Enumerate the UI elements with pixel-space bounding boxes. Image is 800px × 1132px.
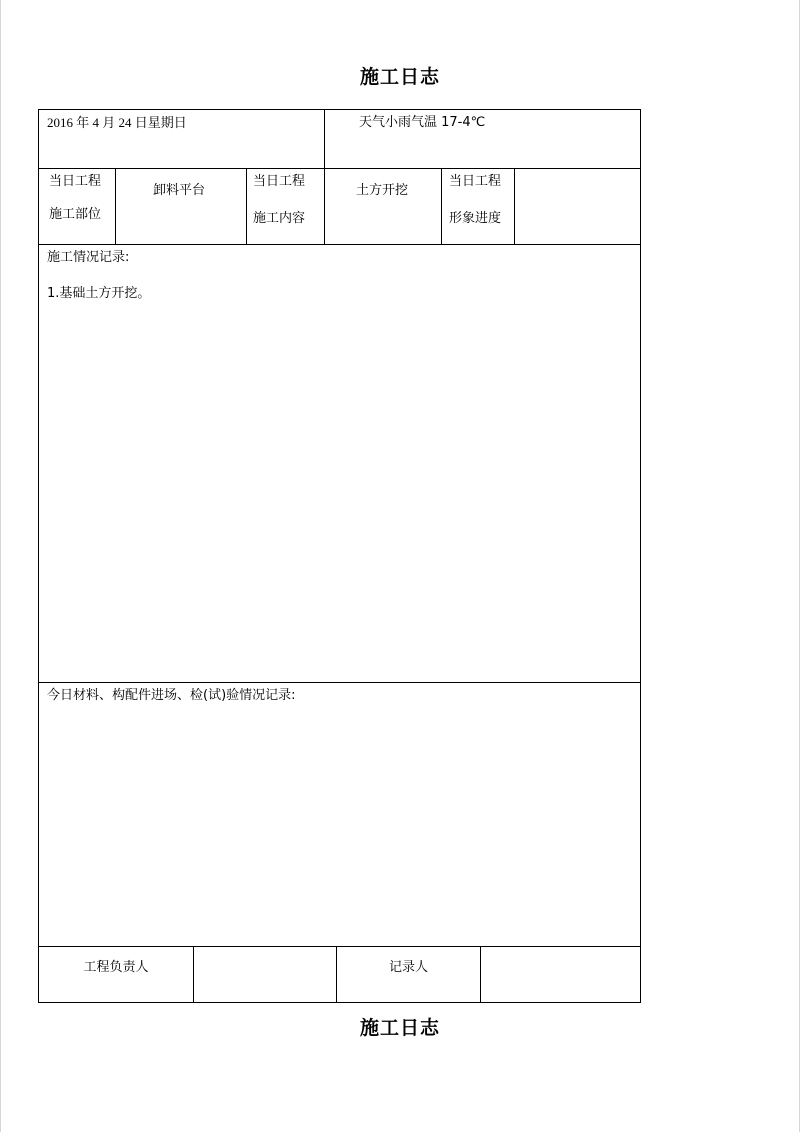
construction-record-item: 1.基础土方开挖。 <box>47 286 151 301</box>
recorder-value-cell <box>480 946 641 1003</box>
date-cell <box>38 109 325 169</box>
location-label-line1: 当日工程 <box>49 174 102 189</box>
recorder-label-cell <box>336 946 481 1003</box>
responsible-value-cell <box>193 946 337 1003</box>
content-label-line2: 施工内容 <box>253 211 306 226</box>
content-label-line1: 当日工程 <box>253 174 306 189</box>
location-label-cell <box>38 168 116 245</box>
next-page-title: 施工日志 <box>359 1017 440 1039</box>
progress-value-cell <box>514 168 641 245</box>
weather-text: 天气小雨气温 17-4℃ <box>359 115 486 130</box>
location-label-line2: 施工部位 <box>49 207 102 222</box>
date-text: 2016 年 4 月 24 日星期日 <box>47 115 187 130</box>
construction-record-label: 施工情况记录: <box>47 250 130 265</box>
materials-record-label: 今日材料、构配件进场、检(试)验情况记录: <box>47 688 296 703</box>
recorder-label: 记录人 <box>388 960 428 975</box>
responsible-label-cell <box>38 946 194 1003</box>
progress-label-line2: 形象进度 <box>449 211 502 226</box>
content-value-cell <box>324 168 442 245</box>
materials-record-section <box>38 682 641 947</box>
weather-cell <box>324 109 641 169</box>
progress-label-cell <box>441 168 515 245</box>
page-title: 施工日志 <box>359 66 440 88</box>
construction-record-section <box>38 244 641 683</box>
location-value-cell <box>115 168 247 245</box>
progress-label-line1: 当日工程 <box>449 174 502 189</box>
responsible-label: 工程负责人 <box>83 960 149 975</box>
content-label-cell <box>246 168 325 245</box>
location-value: 卸料平台 <box>153 183 206 198</box>
content-value: 土方开挖 <box>356 183 409 198</box>
page-edge-left <box>0 0 1 1132</box>
